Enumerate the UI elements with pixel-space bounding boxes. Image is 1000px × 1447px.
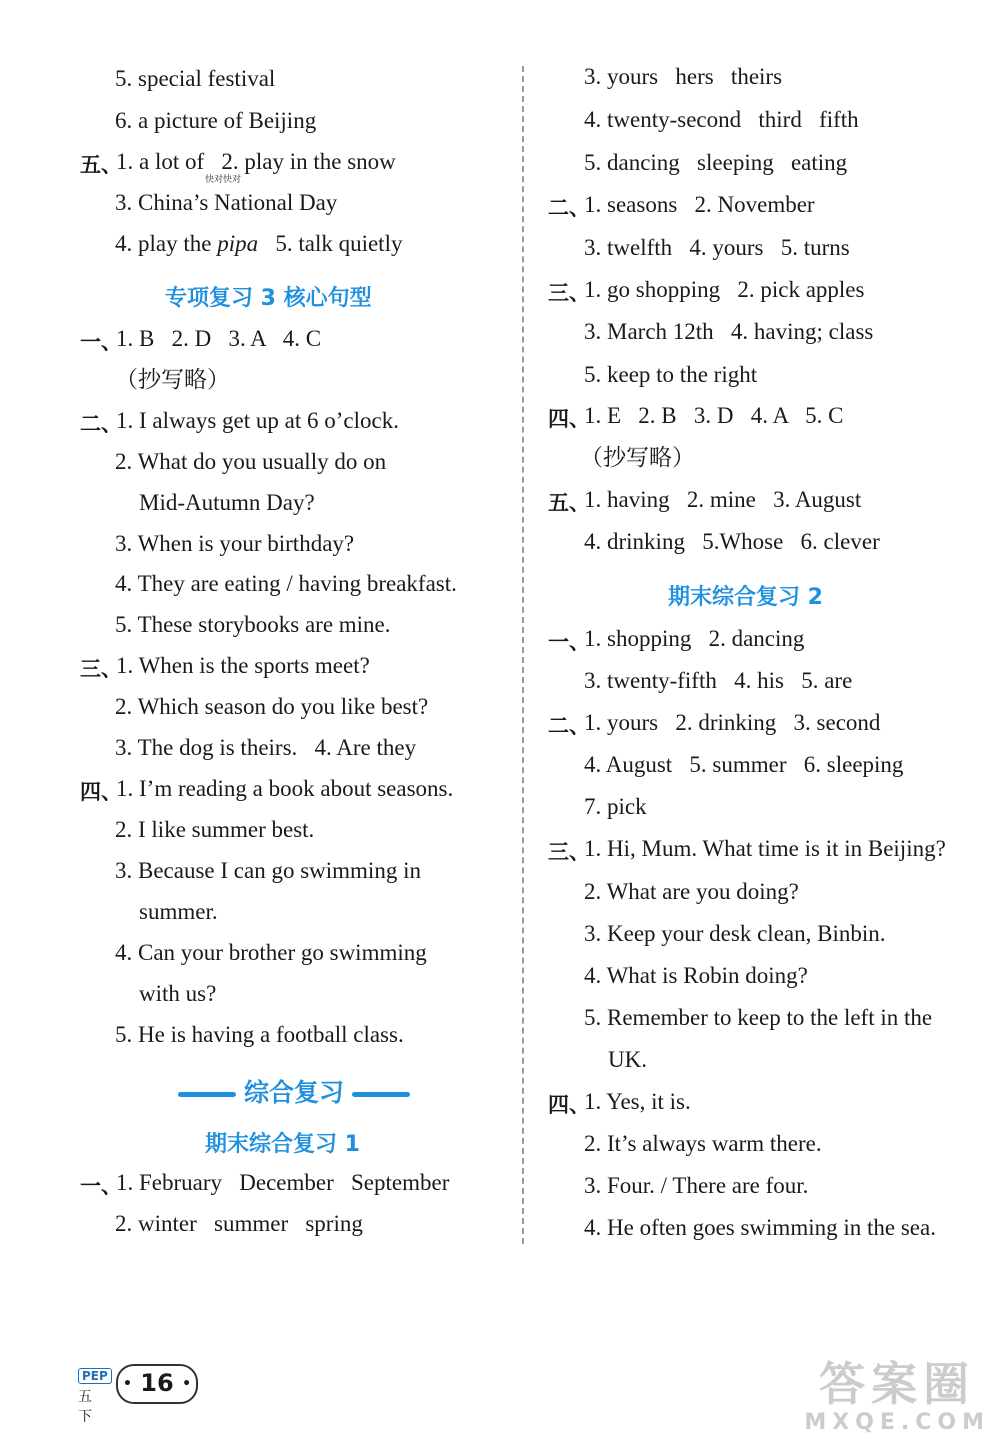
right-section-marker: 三、 [548,840,590,864]
left-section-marker: 二、 [80,412,122,436]
right-answer-line: 3. Four. / There are four. [584,1173,809,1198]
right-section-marker: 二、 [548,714,590,738]
left-answer-line: 2. What do you usually do on [115,449,387,474]
right-section-marker: 四、 [548,407,590,431]
left-section-marker: 五、 [80,153,122,177]
heading-dash-left [178,1092,236,1097]
grade-label: 五下 [78,1389,92,1425]
right-answer-line: 1. shopping 2. dancing [584,626,805,651]
left-section-marker: 一、 [80,330,122,354]
heading-comprehensive-review [170,1078,418,1108]
right-answer-line: 4. drinking 5.Whose 6. clever [584,529,880,554]
left-answer-line: 3. The dog is theirs. 4. Are they [115,735,417,760]
right-answer-line: 5. dancing sleeping eating [584,150,848,175]
right-section-marker: 五、 [548,491,590,515]
heading-dash-right [352,1092,410,1097]
right-answer-line: 5. keep to the right [584,362,758,387]
left-answer-line: 6. a picture of Beijing [115,108,317,133]
left-answer-line: 3. Because I can go swimming in [115,858,421,883]
left-answer-line: 1. When is the sports meet? [116,653,370,678]
right-answer-line: 1. Hi, Mum. What time is it in Beijing? [584,836,946,861]
left-answer-line: （抄写略） [115,367,230,392]
left-answer-line: 5. special festival [115,66,276,91]
left-answer-line: 5. He is having a football class. [115,1022,404,1047]
left-section-marker: 三、 [80,657,122,681]
heading-comprehensive-review-text: 综合复习 [244,1078,345,1107]
left-answer-line: with us? [139,981,217,1006]
right-section-marker: 二、 [548,196,590,220]
right-answer-line: 3. twelfth 4. yours 5. turns [584,235,850,260]
right-answer-line: 4. August 5. summer 6. sleeping [584,752,904,777]
page-number: • 16 • [116,1364,198,1404]
right-answer-line: 1. yours 2. drinking 3. second [584,710,881,735]
left-answer-line: 4. Can your brother go swimming [115,940,427,965]
right-answer-line: 7. pick [584,794,647,819]
left-answer-line: summer. [139,899,218,924]
left-section-marker: 一、 [80,1174,122,1198]
left-section-marker: 四、 [80,780,122,804]
right-answer-line: 3. twenty-fifth 4. his 5. are [584,668,853,693]
right-answer-line: （抄写略） [580,445,695,470]
pep-badge: PEP [78,1368,112,1384]
right-answer-line: 4. twenty-second third fifth [584,107,859,132]
right-answer-line: 4. He often goes swimming in the sea. [584,1215,936,1240]
right-answer-line: 1. Yes, it is. [584,1089,691,1114]
right-answer-line: 1. seasons 2. November [584,192,815,217]
right-answer-line: 1. E 2. B 3. D 4. A 5. C [584,403,844,428]
heading-special-review-3: 专项复习 3 核心句型 [165,286,372,311]
right-answer-line: 2. It’s always warm there. [584,1131,822,1156]
watermark-logo: 答案圈 MXQE.COM [804,1357,990,1435]
column-divider [522,66,524,1244]
left-answer-line: 1. February December September [116,1170,450,1195]
left-answer-line: 2. Which season do you like best? [115,694,429,719]
right-answer-line: 3. yours hers theirs [584,64,783,89]
left-answer-line: 2. I like summer best. [115,817,315,842]
right-section-marker: 三、 [548,281,590,305]
left-answer-line: 3. China’s National Day [115,190,338,215]
tiny-stamp-text: 快对快对 [205,175,242,185]
left-answer-line: 4. They are eating / having breakfast. [115,571,457,596]
right-answer-line: 4. What is Robin doing? [584,963,808,988]
left-answer-line: 1. I’m reading a book about seasons. [116,776,454,801]
right-section-marker: 一、 [548,630,590,654]
left-answer-line: 3. When is your birthday? [115,531,355,556]
left-answer-line: 5. These storybooks are mine. [115,612,391,637]
right-section-marker: 四、 [548,1093,590,1117]
left-answer-line: Mid-Autumn Day? [139,490,315,515]
right-answer-line: 5. Remember to keep to the left in the [584,1005,933,1030]
left-answer-line: 1. I always get up at 6 o’clock. [116,408,399,433]
right-answer-line: 3. Keep your desk clean, Binbin. [584,921,886,946]
left-answer-line: 4. play the pipa 5. talk quietly [115,231,403,256]
right-answer-line: 3. March 12th 4. having; class [584,319,874,344]
right-answer-line: 2. What are you doing? [584,879,799,904]
left-answer-line: 1. a lot of 2. play in the snow [116,149,396,174]
heading-final-review-1: 期末综合复习 1 [205,1132,360,1157]
right-answer-line: 1. go shopping 2. pick apples [584,277,865,302]
heading-final-review-2: 期末综合复习 2 [668,585,823,610]
left-answer-line: 2. winter summer spring [115,1211,363,1236]
right-answer-line: 1. having 2. mine 3. August [584,487,862,512]
right-answer-line: UK. [608,1047,647,1072]
left-answer-line: 1. B 2. D 3. A 4. C [116,326,322,351]
